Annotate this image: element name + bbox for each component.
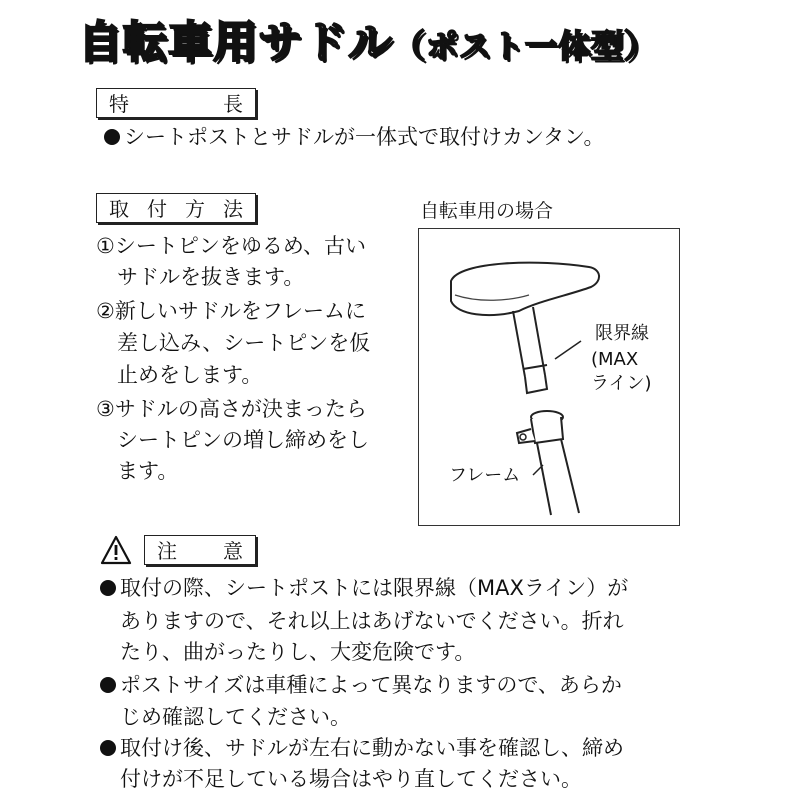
warning-triangle-icon <box>100 535 132 565</box>
saddle-diagram <box>418 228 680 526</box>
install-step-line: ます。 <box>96 459 179 483</box>
bullet-icon <box>104 129 120 145</box>
install-step-line: ①シートピンをゆるめ、古い <box>96 234 366 258</box>
features-heading: 特 長 <box>96 88 256 118</box>
installation-heading: 取 付 方 法 <box>96 193 256 223</box>
caution-line: 取付の際、シートポストには限界線（MAXライン）が <box>100 575 628 601</box>
install-step-line: 止めをします。 <box>96 363 263 387</box>
title-main: 自転車用サドル <box>78 17 393 68</box>
max-line-label: ライン) <box>591 373 652 394</box>
frame-label: フレーム <box>449 465 521 486</box>
install-step-line: サドルを抜きます。 <box>96 265 305 289</box>
bullet-icon <box>100 740 116 756</box>
caution-line: ポストサイズは車種によって異なりますので、あらか <box>100 672 622 698</box>
bullet-icon <box>100 580 116 596</box>
illustration-caption: 自転車用の場合 <box>420 200 554 222</box>
caution-line: たり、曲がったりし、大変危険です。 <box>120 640 476 664</box>
max-label: (MAX <box>591 349 639 370</box>
caution-heading: 注 意 <box>144 535 256 565</box>
caution-line: 取付け後、サドルが左右に動かない事を確認し、締め <box>100 735 624 761</box>
bullet-icon <box>100 677 116 693</box>
title-sub: （ポスト一体型） <box>393 27 658 65</box>
install-step-line: ③サドルの高さが決まったら <box>96 397 367 421</box>
install-step-line: シートピンの増し締めをし <box>96 428 369 452</box>
features-line: シートポストとサドルが一体式で取付けカンタン。 <box>104 124 604 150</box>
caution-line: ありますので、それ以上はあげないでください。折れ <box>120 609 624 633</box>
caution-line: じめ確認してください。 <box>120 705 351 729</box>
install-step-line: ②新しいサドルをフレームに <box>96 299 366 323</box>
install-step-line: 差し込み、シートピンを仮 <box>96 331 371 355</box>
limit-line-label: 限界線 <box>595 323 649 344</box>
page-title <box>78 6 657 70</box>
caution-line: 付けが不足している場合はやり直してください。 <box>120 767 582 791</box>
